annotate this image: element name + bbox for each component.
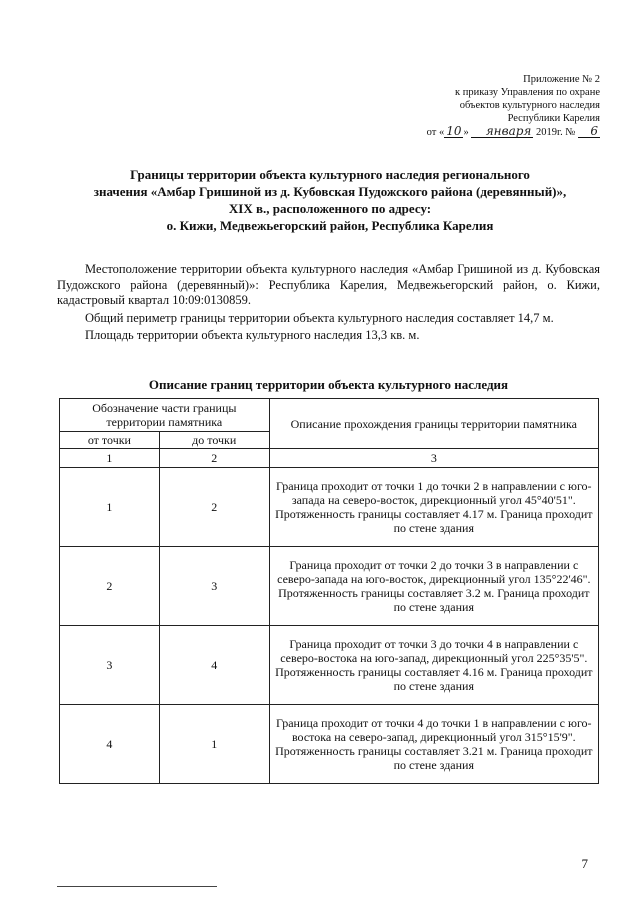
appendix-block [427, 73, 600, 139]
date-prefix: от « [426, 127, 445, 138]
appendix-date-line [427, 125, 600, 139]
table-row [60, 705, 599, 784]
page-number: 7 [581, 856, 588, 871]
to-point-cell: 2 [159, 468, 269, 547]
title-line-2: значения «Амбар Гришиной из д. Кубовская Пудожского района (деревянный)», [93, 184, 567, 199]
from-point-cell: 2 [60, 547, 160, 626]
appendix-line-1: Приложение № 2 [523, 74, 600, 85]
description-cell: Граница проходит от точки 4 до точки 1 в направлении с юго-востока на северо-запад, дирекционный угол 315°15'9". Протяженность границы составляет 3.21 м. Граница проходит по стене здания [269, 705, 598, 784]
column-number: 3 [269, 449, 598, 468]
perimeter-paragraph: Общий периметр границы территории объекта культурного наследия составляет 14,7 м. [85, 310, 554, 325]
section-title: Описание границ территории объекта культурного наследия [148, 377, 509, 392]
boundary-table [59, 398, 599, 784]
column-number: 1 [60, 449, 160, 468]
from-point-cell: 1 [60, 468, 160, 547]
title-line-3: XIX в., расположенного по адресу: [228, 201, 432, 216]
body-text [57, 262, 600, 346]
date-mid: » [463, 127, 469, 138]
description-cell: Граница проходит от точки 1 до точки 2 в направлении с юго-запада на северо-восток, дирекционный угол 45°40'51". Протяженность границы составляет 4.17 м. Граница проходит по стене здания [269, 468, 598, 547]
handwritten-number: 6 [578, 125, 600, 138]
column-number: 2 [159, 449, 269, 468]
from-point-cell: 3 [60, 626, 160, 705]
appendix-line-4: Республики Карелия [507, 113, 600, 124]
area-paragraph: Площадь территории объекта культурного наследия 13,3 кв. м. [85, 328, 420, 342]
from-point-cell: 4 [60, 705, 160, 784]
description-cell: Граница проходит от точки 2 до точки 3 в направлении с северо-запада на юго-восток, дирекционный угол 135°22'46". Протяженность границы составляет 3.2 м. Граница проходит по стене здания [269, 547, 598, 626]
document-title [60, 166, 600, 234]
to-point-cell: 3 [159, 547, 269, 626]
description-cell: Граница проходит от точки 3 до точки 4 в направлении с северо-востока на юго-запад, дирекционный угол 225°35'5". Протяженность границы составляет 4.16 м. Граница проходит по стене здания [269, 626, 598, 705]
table-column-numbers-row [60, 449, 599, 468]
header-boundary-part: Обозначение части границы территории памятника [60, 399, 270, 432]
to-point-cell: 1 [159, 705, 269, 784]
handwritten-month: января [471, 125, 533, 138]
appendix-line-3: объектов культурного наследия [459, 100, 600, 111]
header-description: Описание прохождения границы территории памятника [269, 399, 598, 449]
appendix-line-2: к приказу Управления по охране [455, 87, 600, 98]
title-line-4: о. Кижи, Медвежьегорский район, Республика Карелия [166, 218, 494, 233]
table-row [60, 626, 599, 705]
footer-divider [57, 886, 217, 887]
header-to-point: до точки [159, 432, 269, 449]
title-line-1: Границы территории объекта культурного наследия регионального [130, 167, 530, 182]
location-paragraph: Местоположение территории объекта культурного наследия «Амбар Гришиной из д. Кубовская Пудожского района (деревянный)»: Республика Карелия, Медвежьегорский район, о. Кижи, кадастровый квартал 10:09:0130859. [57, 262, 600, 307]
header-from-point: от точки [60, 432, 160, 449]
table-row [60, 547, 599, 626]
table-row [60, 468, 599, 547]
handwritten-day: 10 [446, 124, 462, 138]
to-point-cell: 4 [159, 626, 269, 705]
date-year-suffix: 2019г. № [535, 127, 576, 138]
table-header-row-1 [60, 399, 599, 432]
